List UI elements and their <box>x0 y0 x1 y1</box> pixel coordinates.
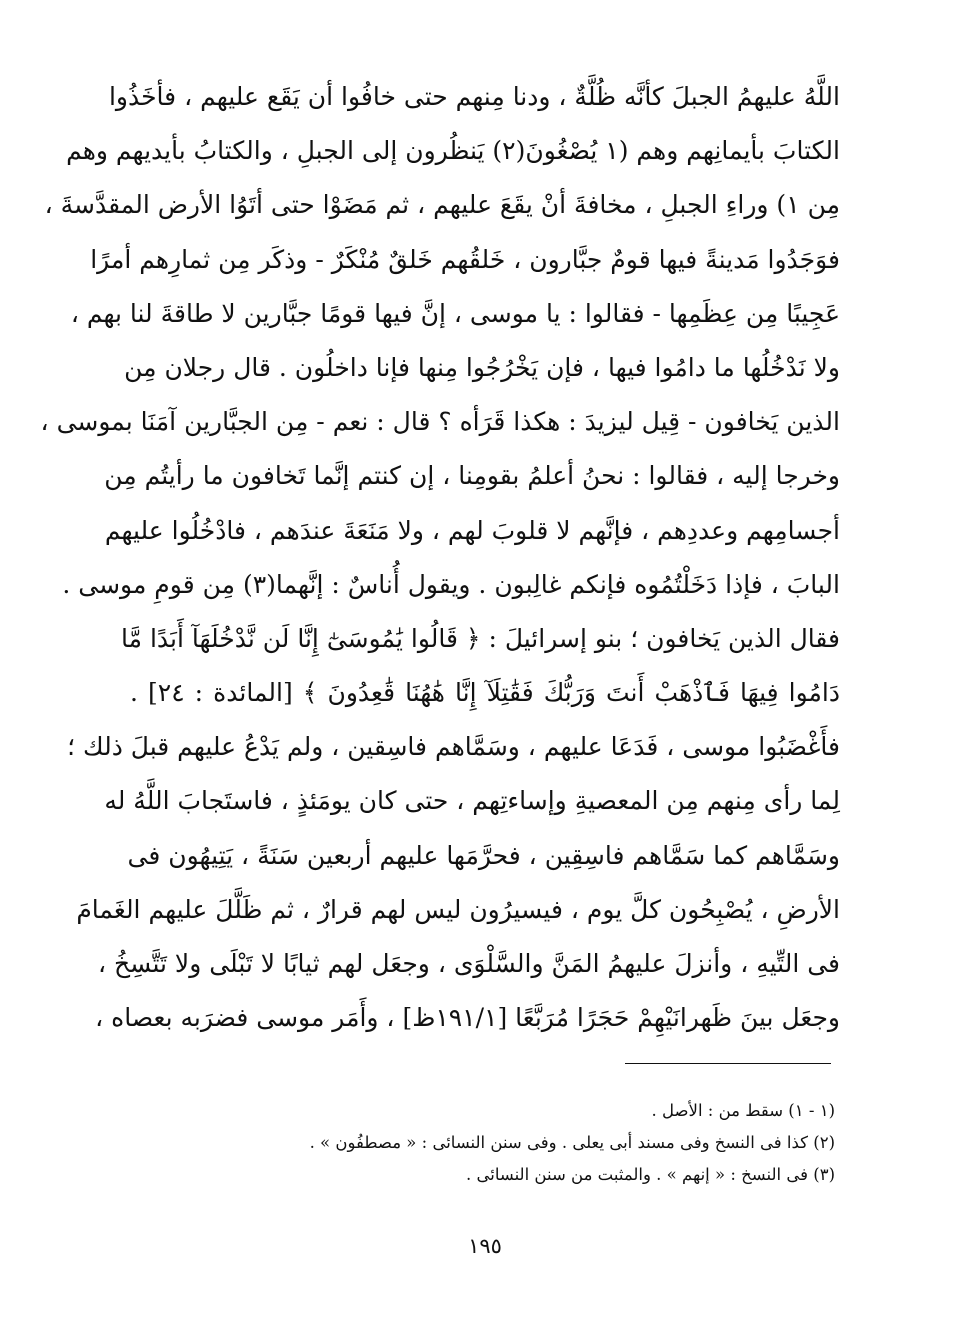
text-line: فى التِّيهِ ، وأنزلَ عليهمُ المَنَّ والسَّلْوَى ، وجعَل لهم ثيابًا لا تَبْلَى ولا تَتَّسِخُ ، <box>98 949 840 978</box>
page-number: ١٩٥ <box>468 1234 502 1258</box>
text-line: فقال الذين يَخافون ؛ بنو إسرائيلَ : ﴿ قَالُوا يَٰمُوسَىٰٓ إِنَّا لَن نَّدْخُلَهَآ أَبَدًا مَّا <box>120 623 840 653</box>
text-line: مِن ١) وراءِ الجبلِ ، مخافةَ أنْ يقَعَ عليهم ، ثم مَضَوْا حتى أتَوُا الأرض المقدَّسةَ ، <box>44 190 840 220</box>
text-line: الكتابَ بأيمانِهم وهم (١ يُصْغُونَ(٢) يَنظُرون إلى الجبلِ ، والكتابُ بأيديهم وهم <box>66 136 840 166</box>
text-line: عَجِيبًا مِن عِظَمِها - فقالوا : يا موسى ، إنَّ فيها قومًا جبَّارين لا طاقةَ لنا بهم ، <box>70 298 840 328</box>
text-line: البابَ ، فإذا دَخَلْتُمُوه فإنكم غالِبون . ويقول أُناسٌ : إنَّهما(٣) مِن قومِ موسى . <box>62 569 840 599</box>
main-text <box>40 70 840 1045</box>
footnote: (٣) فى النسخ : « إنهم » . والمثبت من سنن النسائى . <box>465 1165 835 1184</box>
text-line: ولا نَدْخُلُها ما دامُوا فيها ، فإن يَخْرُجُوا مِنها فإنا داخلُون . قال رجلان مِن <box>124 352 840 382</box>
text-line: دَامُوا فِيهَا فَٱذْهَبْ أَنتَ وَرَبُّكَ فَقَٰتِلَآ إِنَّا هَٰهُنَا قَٰعِدُونَ ﴾ [المائدة : ٢٤] . <box>130 678 840 708</box>
footnote: (١ - ١) سقط من : الأصل . <box>651 1101 835 1120</box>
text-line: أجسامِهم وعددِهم ، فإنَّهم لا قلوبَ لهم ، ولا مَنَعَةَ عندَهم ، فادْخُلُوا عليهم <box>104 515 840 545</box>
text-line: وسَمَّاهم كما سَمَّاهم فاسِقِين ، فحرَّمَها عليهم أربعين سَنَةً ، يَتِيهُون فى <box>127 840 840 870</box>
text-line: اللَّهُ عليهمُ الجبلَ كأنَّه ظُلَّةٌ ، ودنا مِنهم حتى خافُوا أن يَقَع عليهم ، فأخَذُوا <box>108 82 840 111</box>
footnotes <box>125 1095 835 1191</box>
text-line: لِما رأى مِنهم مِن المعصيةِ وإساءتِهم ، حتى كان يومَئذٍ ، فاستَجابَ اللَّهُ له <box>104 786 840 816</box>
text-line: الذين يَخافون - قِيل ليزيدَ : هكذا قَرَأه ؟ قال : نعم - مِن الجبَّارين آمَنَا بموسى ، <box>40 407 840 437</box>
text-line: فأَغْضَبُوا موسى ، فَدَعَا عليهم ، وسَمَّاهم فاسِقين ، ولم يَدْعُ عليهم قبلَ ذلك ؛ <box>67 732 840 762</box>
footnote-divider <box>625 1063 831 1064</box>
footnote: (٢) كذا فى النسخ وفى مسند أبى يعلى . وفى سنن النسائى : « مصطفُون » . <box>309 1133 835 1152</box>
text-line: فوَجَدُوا مَدينةً فيها قومٌ جبَّارون ، خَلقُهم خَلقٌ مُنْكَرٌ - وذكَر مِن ثمارِهم أمرًا <box>90 244 840 274</box>
text-line: وخرجا إليه ، فقالوا : نحنُ أعلمُ بقومِنا ، إن كنتم إنَّما تَخافون ما رأيتُم مِن <box>104 461 840 491</box>
text-line: وجعَل بينَ ظَهرانَيْهِمْ حَجَرًا مُرَبَّعًا [١٩١/١ظ] ، وأَمَر موسى فضرَبه بعصاه ، <box>95 1003 840 1033</box>
text-line: الأرضِ ، يُصْبِحُون كلَّ يوم ، فيسيرُون ليس لهم قرارٌ ، ثم ظَلَّلَ عليهم الغَمامَ <box>76 894 840 924</box>
